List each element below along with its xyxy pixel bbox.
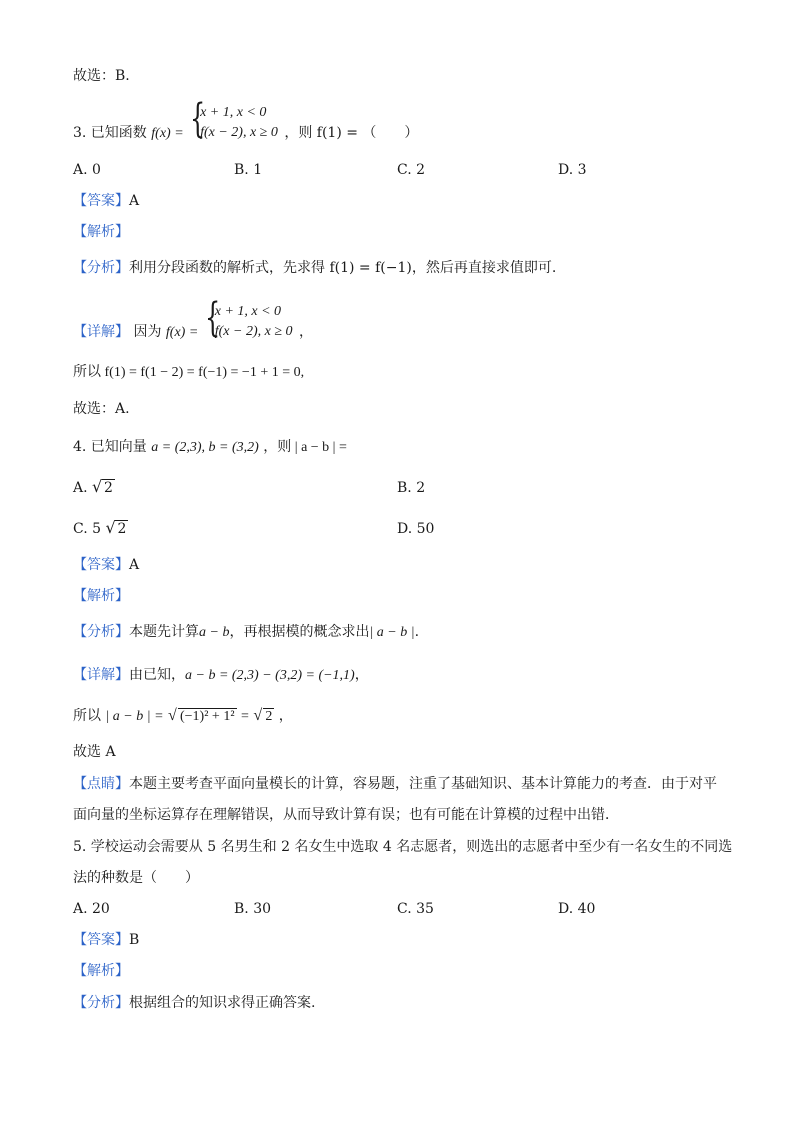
dianjing-label: 【点睛】 [73,776,129,792]
case-line: x + 1, x < 0 [214,304,282,319]
fenxi-label: 【分析】 [73,995,129,1011]
answer-line [73,930,139,950]
analysis-label: 【解析】 [73,588,129,604]
answer-value: A [129,193,140,209]
fenxi-text: ，再根据模的概念求出 [229,624,370,640]
dianjing-text: 本题主要考查平面向量模长的计算，容易题，注重了基础知识、基本计算能力的考查．由于对平 [129,776,717,792]
option-label: A. [73,480,88,496]
xiangjie-tail: ， [298,324,313,340]
option-b: B. 1 [234,162,263,178]
xiangjie-tail: ， [354,667,369,683]
math-expression: a − b [199,625,230,640]
option-d: D. 3 [558,162,587,178]
case-line: x + 1, x < 0 [200,105,267,120]
fenxi-text: 根据组合的知识求得正确答案. [129,995,316,1011]
text-span: 所以 [73,708,101,724]
radicand: 2 [104,480,113,496]
text-line: 面向量的坐标运算存在理解错误，从而导致计算有误；也有可能在计算模的过程中出错． [73,807,619,823]
option-c: C. 35 [397,901,434,917]
question-5: 5. 学校运动会需要从 5 名男生和 2 名女生中选取 4 名志愿者，则选出的志愿者中至少有一名女生的不同选 [73,839,733,855]
option-label: C. 5 [73,521,102,537]
xiangjie-label: 【详解】 [73,324,129,340]
question-number: 4. 已知向量 [73,439,147,455]
math-expression: a − b = (2,3) − (3,2) = (−1,1) [185,668,355,683]
text-line: 故选：B. [73,68,130,84]
dianjing-line [73,774,717,794]
option-a: A. 20 [73,901,110,917]
xiangjie-line [73,665,369,686]
answer-value: B [129,932,140,948]
option-a [73,478,115,498]
option-d: D. 40 [558,901,596,917]
piecewise-function [204,295,293,342]
sqrt-expression [105,519,128,539]
radicand: 2 [265,709,273,724]
sqrt-expression [92,478,115,498]
answer-label: 【答案】 [73,932,129,948]
xiangjie-label: 【详解】 [73,667,129,683]
question-4 [73,437,347,458]
sqrt-expression [168,707,237,727]
math-expression: f(x) = [165,325,199,340]
question-3 [73,96,419,153]
xiangjie-text: 因为 [133,324,162,340]
radicand: 2 [117,521,127,537]
text-line: 所以 f(1) = f(1 − 2) = f(−1) = −1 + 1 = 0, [73,365,305,380]
question-number: 3. 已知函数 [73,125,147,141]
analysis-heading [73,961,129,981]
brace-icon: { [204,295,221,341]
equals-sign: = [240,709,249,724]
text-span: ， [278,708,293,724]
fenxi-text: 本题先计算 [129,624,199,640]
fenxi-label: 【分析】 [73,624,129,640]
answer-line [73,191,139,211]
option-b: B. 30 [234,901,272,917]
fenxi-label: 【分析】 [73,260,129,276]
option-b: B. 2 [397,480,426,496]
answer-line [73,555,139,575]
analysis-heading [73,222,129,242]
option-d: D. 50 [397,521,435,537]
math-expression: | a − b | [369,625,415,640]
case-line: f(x − 2), x ≥ 0 [214,324,293,339]
radicand: (−1)² + 1² [180,709,235,724]
option-c: C. 2 [397,162,426,178]
option-c [73,519,128,539]
xiangjie-line [73,295,313,352]
answer-label: 【答案】 [73,557,129,573]
text-line: 故选：A. [73,401,130,417]
fenxi-line [73,258,556,278]
piecewise-function [190,96,278,143]
text-line: 故选 A [73,744,116,760]
answer-value: A [129,557,140,573]
question-tail: ，则 f(1) = （ ） [284,125,419,141]
brace-icon: { [190,96,206,142]
sqrt-expression [253,707,274,727]
analysis-heading [73,586,129,606]
option-a: A. 0 [73,162,101,178]
xiangjie-text: 由已知， [129,667,185,683]
analysis-label: 【解析】 [73,963,129,979]
math-expression: f(x) = [151,126,184,141]
answer-label: 【答案】 [73,193,129,209]
math-expression: | a − b | = [105,709,164,724]
fenxi-line [73,622,419,643]
analysis-label: 【解析】 [73,224,129,240]
fenxi-text: . [414,624,420,640]
fenxi-line [73,993,315,1013]
math-expression: a = (2,3), b = (3,2) [151,440,259,455]
case-line: f(x − 2), x ≥ 0 [200,125,278,140]
question-tail: ，则 | a − b | = [263,440,347,455]
text-line [73,706,293,727]
fenxi-text: 利用分段函数的解析式，先求得 f(1) = f(−1)，然后再直接求值即可. [129,260,557,276]
question-5-continued: 法的种数是（ ） [73,870,199,886]
